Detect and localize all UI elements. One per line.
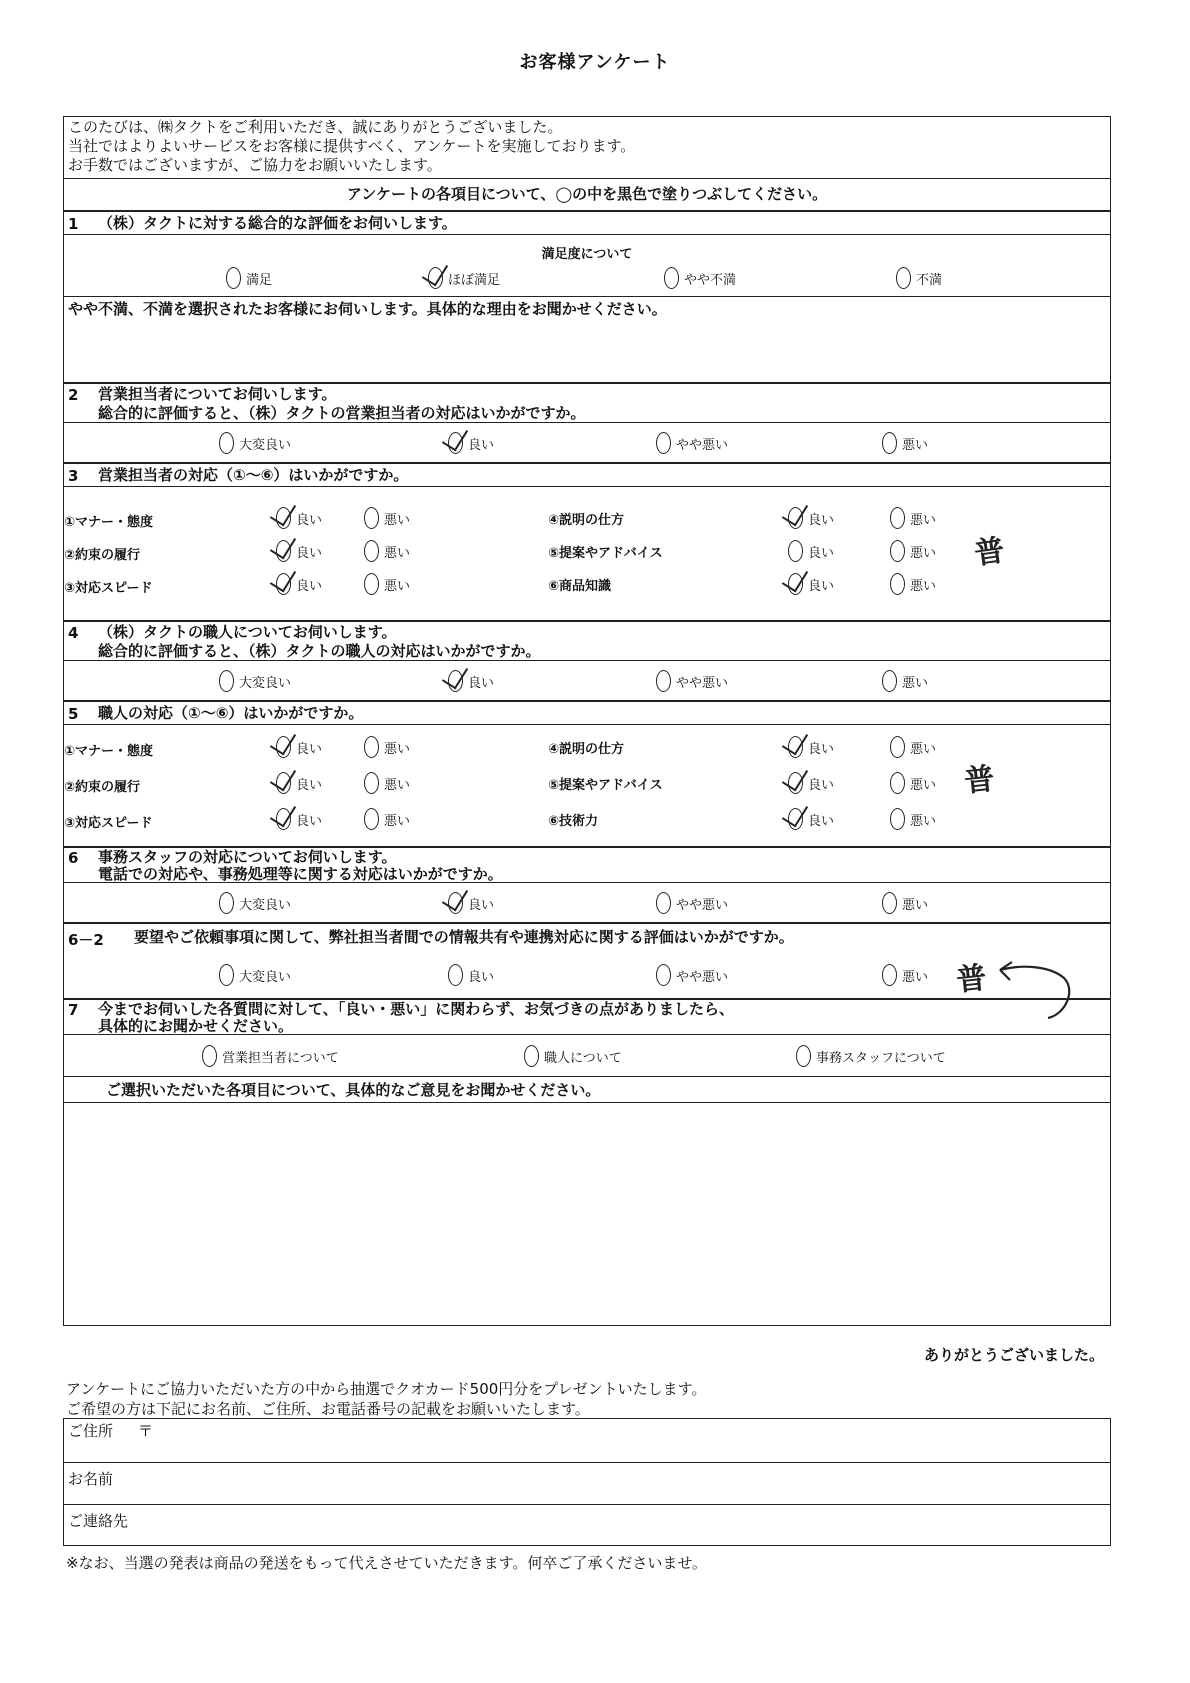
bubble-icon[interactable] [219, 432, 234, 454]
instruction-text: アンケートの各項目について、◯の中を黒色で塗りつぶしてください。 [346, 185, 828, 203]
q3-item-4-good[interactable]: 良い [788, 507, 834, 529]
prize-line-1: アンケートにご協力いただいた方の中から抽選でクオカード500円分をプレゼントいたします。 [66, 1380, 707, 1398]
q6-option-4[interactable]: 悪い [882, 892, 928, 914]
q5-items [63, 724, 1111, 846]
q7-number: 7 [68, 1001, 79, 1019]
name-row[interactable] [63, 1462, 1111, 1504]
bubble-icon[interactable] [890, 507, 905, 529]
q6-line-1: 事務スタッフの対応についてお伺いします。 [98, 848, 397, 866]
q3-items [63, 486, 1111, 620]
bubble-icon[interactable] [524, 1045, 539, 1067]
q3-item-6-label: ⑥商品知識 [548, 579, 612, 594]
q3-item-2-label: ②約束の履行 [64, 548, 141, 563]
q3-header [63, 462, 1111, 486]
q6-2-option-4[interactable]: 悪い [882, 964, 928, 986]
q5-item-3-bad[interactable]: 悪い [364, 808, 410, 830]
q3-text: 営業担当者の対応（①〜⑥）はいかがですか。 [98, 466, 409, 484]
bubble-icon[interactable] [364, 573, 379, 595]
bubble-icon[interactable] [448, 964, 463, 986]
bubble-icon[interactable] [882, 892, 897, 914]
bubble-icon[interactable] [890, 808, 905, 830]
bubble-icon[interactable] [896, 267, 911, 289]
checked-bubble-icon[interactable] [276, 808, 291, 830]
q4-options-row [63, 660, 1111, 700]
q3-number: 3 [68, 467, 79, 485]
phone-row[interactable] [63, 1504, 1111, 1546]
q5-item-5-good[interactable]: 良い [788, 772, 834, 794]
bubble-icon[interactable] [796, 1045, 811, 1067]
q6-number: 6 [68, 849, 79, 867]
bubble-icon[interactable] [202, 1045, 217, 1067]
q6-2-handwritten-note: 普 [954, 960, 989, 999]
bubble-icon[interactable] [788, 540, 803, 562]
q3-item-5-bad[interactable]: 悪い [890, 540, 936, 562]
q6-option-2[interactable]: 良い [448, 892, 494, 914]
q7-option-2[interactable]: 職人について [524, 1045, 622, 1067]
bubble-icon[interactable] [890, 736, 905, 758]
phone-label: ご連絡先 [68, 1512, 129, 1530]
bubble-icon[interactable] [664, 267, 679, 289]
bubble-icon[interactable] [219, 892, 234, 914]
bubble-icon[interactable] [364, 772, 379, 794]
bubble-icon[interactable] [882, 964, 897, 986]
q5-number: 5 [68, 705, 79, 723]
q1-followup-box[interactable] [63, 296, 1111, 382]
q6-2-number: 6－2 [68, 931, 104, 949]
q3-item-1-good[interactable]: 良い [276, 507, 322, 529]
q1-option-4[interactable]: 不満 [896, 267, 942, 289]
q5-item-6-good[interactable]: 良い [788, 808, 834, 830]
q6-2-options-row [63, 952, 1111, 998]
q5-item-6-label: ⑥技術力 [548, 814, 599, 829]
q4-option-3[interactable]: やや悪い [656, 670, 728, 692]
checked-bubble-icon[interactable] [448, 892, 463, 914]
bubble-icon[interactable] [219, 670, 234, 692]
q5-item-3-good[interactable]: 良い [276, 808, 322, 830]
bubble-icon[interactable] [656, 964, 671, 986]
q1-header [63, 210, 1111, 234]
q1-option-3[interactable]: やや不満 [664, 267, 736, 289]
page-title: お客様アンケート [519, 52, 671, 73]
q4-header [63, 620, 1111, 660]
q6-options-row [63, 882, 1111, 922]
q1-subheading: 満足度について [541, 247, 633, 262]
q3-item-3-label: ③対応スピード [64, 581, 153, 596]
q3-item-6-good[interactable]: 良い [788, 573, 834, 595]
q5-item-4-good[interactable]: 良い [788, 736, 834, 758]
q3-item-5-label: ⑤提案やアドバイス [548, 546, 663, 561]
q1-option-2[interactable]: ほぼ満足 [428, 267, 500, 289]
q5-item-5-label: ⑤提案やアドバイス [548, 778, 663, 793]
q6-2-option-3[interactable]: やや悪い [656, 964, 728, 986]
bubble-icon[interactable] [890, 772, 905, 794]
q5-item-2-bad[interactable]: 悪い [364, 772, 410, 794]
q6-header [63, 846, 1111, 882]
bubble-icon[interactable] [226, 267, 241, 289]
q3-handwritten-note: 普 [972, 533, 1007, 572]
q6-2-header [63, 922, 1111, 952]
prize-line-2: ご希望の方は下記にお名前、ご住所、お電話番号の記載をお願いいたします。 [66, 1400, 590, 1418]
q5-item-4-label: ④説明の仕方 [548, 742, 625, 757]
q4-option-1[interactable]: 大変良い [219, 670, 291, 692]
q3-item-3-bad[interactable]: 悪い [364, 573, 410, 595]
q4-number: 4 [68, 624, 79, 642]
checked-bubble-icon[interactable] [428, 267, 443, 289]
bubble-icon[interactable] [890, 573, 905, 595]
name-label: お名前 [68, 1470, 114, 1488]
q7-option-1[interactable]: 営業担当者について [202, 1045, 339, 1067]
address-row[interactable] [63, 1418, 1111, 1462]
thanks-text: ありがとうございました。 [923, 1346, 1104, 1364]
q2-options-row [63, 422, 1111, 462]
checked-bubble-icon[interactable] [276, 573, 291, 595]
q5-item-6-bad[interactable]: 悪い [890, 808, 936, 830]
q1-option-1[interactable]: 満足 [226, 267, 272, 289]
checked-bubble-icon[interactable] [276, 507, 291, 529]
q3-item-2-bad[interactable]: 悪い [364, 540, 410, 562]
q3-item-4-label: ④説明の仕方 [548, 513, 625, 528]
q5-item-2-label: ②約束の履行 [64, 780, 141, 795]
q5-item-1-label: ①マナー・態度 [64, 744, 154, 759]
checked-bubble-icon[interactable] [276, 736, 291, 758]
checked-bubble-icon[interactable] [276, 772, 291, 794]
address-label: ご住所 [68, 1422, 114, 1440]
q6-line-2: 電話での対応や、事務処理等に関する対応はいかがですか。 [98, 865, 503, 883]
bubble-icon[interactable] [882, 432, 897, 454]
q1-number: 1 [68, 215, 79, 233]
q2-option-3[interactable]: やや悪い [656, 432, 728, 454]
q7-line-2: 具体的にお聞かせください。 [98, 1017, 294, 1035]
intro-line-1: このたびは、㈱タクトをご利用いただき、誠にありがとうございました。 [68, 118, 563, 136]
q5-header [63, 700, 1111, 724]
q7-option-3[interactable]: 事務スタッフについて [796, 1045, 946, 1067]
note-text: ※なお、当選の発表は商品の発送をもって代えさせていただきます。何卒ご了承くださいませ。 [66, 1554, 707, 1572]
checked-bubble-icon[interactable] [448, 670, 463, 692]
bubble-icon[interactable] [656, 432, 671, 454]
q2-option-4[interactable]: 悪い [882, 432, 928, 454]
q5-handwritten-note: 普 [962, 761, 997, 800]
q4-line-2: 総合的に評価すると、（株）タクトの職人の対応はいかがですか。 [98, 642, 541, 660]
q5-item-1-bad[interactable]: 悪い [364, 736, 410, 758]
q1-options-row [63, 234, 1111, 296]
bubble-icon[interactable] [364, 736, 379, 758]
q2-option-2[interactable]: 良い [448, 432, 494, 454]
bubble-icon[interactable] [364, 540, 379, 562]
survey-form [63, 116, 1111, 1326]
q1-followup-text: やや不満、不満を選択されたお客様にお伺いします。具体的な理由をお聞かせください。 [68, 300, 667, 318]
q3-item-1-bad[interactable]: 悪い [364, 507, 410, 529]
q1-text: （株）タクトに対する総合的な評価をお伺いします。 [98, 214, 457, 232]
q4-line-1: （株）タクトの職人についてお伺いします。 [98, 623, 397, 641]
q4-option-2[interactable]: 良い [448, 670, 494, 692]
bubble-icon[interactable] [364, 507, 379, 529]
intro-box [63, 116, 1111, 178]
bubble-icon[interactable] [882, 670, 897, 692]
bubble-icon[interactable] [656, 670, 671, 692]
q2-line-2: 総合的に評価すると、（株）タクトの営業担当者の対応はいかがですか。 [98, 404, 586, 422]
q6-option-1[interactable]: 大変良い [219, 892, 291, 914]
checked-bubble-icon[interactable] [788, 736, 803, 758]
q7-followup-text: ご選択いただいた各項目について、具体的なご意見をお聞かせください。 [106, 1081, 601, 1099]
bubble-icon[interactable] [656, 892, 671, 914]
intro-line-2: 当社ではよりよいサービスをお客様に提供すべく、アンケートを実施しております。 [68, 137, 636, 155]
q7-followup-row [63, 1076, 1111, 1102]
q5-item-1-good[interactable]: 良い [276, 736, 322, 758]
q3-item-2-good[interactable]: 良い [276, 540, 322, 562]
checked-bubble-icon[interactable] [788, 573, 803, 595]
q7-comment-box[interactable] [63, 1102, 1111, 1326]
q2-header [63, 382, 1111, 422]
q7-options-row [63, 1034, 1111, 1076]
q5-item-4-bad[interactable]: 悪い [890, 736, 936, 758]
checked-bubble-icon[interactable] [448, 432, 463, 454]
postal-mark: 〒 [138, 1422, 154, 1440]
checked-bubble-icon[interactable] [788, 507, 803, 529]
q2-option-1[interactable]: 大変良い [219, 432, 291, 454]
intro-line-3: お手数ではございますが、ご協力をお願いいたします。 [68, 156, 442, 174]
q2-line-1: 営業担当者についてお伺いします。 [98, 385, 337, 403]
q5-item-2-good[interactable]: 良い [276, 772, 322, 794]
q7-line-1: 今までお伺いした各質問に対して、「良い・悪い」に関わらず、お気づきの点がありましたら、 [98, 1000, 735, 1018]
q6-option-3[interactable]: やや悪い [656, 892, 728, 914]
q3-item-6-bad[interactable]: 悪い [890, 573, 936, 595]
q3-item-5-good[interactable]: 良い [788, 540, 834, 562]
q3-item-3-good[interactable]: 良い [276, 573, 322, 595]
bubble-icon[interactable] [219, 964, 234, 986]
q5-item-3-label: ③対応スピード [64, 816, 153, 831]
q6-2-text: 要望やご依頼事項に関して、弊社担当者間での情報共有や連携対応に関する評価はいかがですか。 [134, 928, 794, 946]
q3-item-1-label: ①マナー・態度 [64, 515, 154, 530]
checked-bubble-icon[interactable] [788, 772, 803, 794]
q4-option-4[interactable]: 悪い [882, 670, 928, 692]
q5-item-5-bad[interactable]: 悪い [890, 772, 936, 794]
q7-header [63, 998, 1111, 1034]
checked-bubble-icon[interactable] [788, 808, 803, 830]
q6-2-option-1[interactable]: 大変良い [219, 964, 291, 986]
instruction-row [63, 178, 1111, 210]
bubble-icon[interactable] [364, 808, 379, 830]
q2-number: 2 [68, 386, 79, 404]
bubble-icon[interactable] [890, 540, 905, 562]
checked-bubble-icon[interactable] [276, 540, 291, 562]
q6-2-option-2[interactable]: 良い [448, 964, 494, 986]
q5-text: 職人の対応（①〜⑥）はいかがですか。 [98, 704, 364, 722]
contact-table [63, 1418, 1111, 1546]
q3-item-4-bad[interactable]: 悪い [890, 507, 936, 529]
